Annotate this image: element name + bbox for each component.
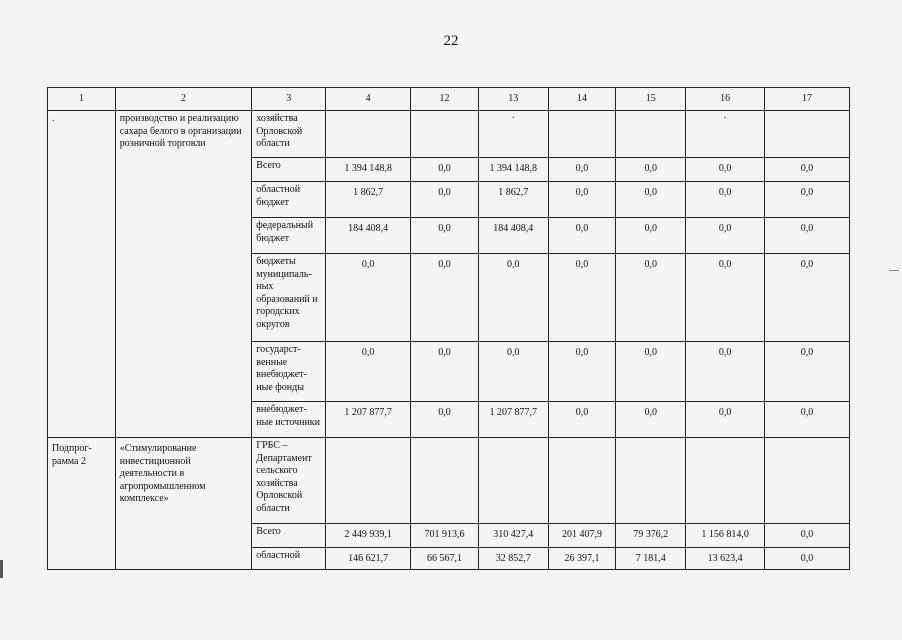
value-cell: 1 207 877,7 bbox=[478, 402, 548, 438]
source-cell: Всего bbox=[252, 158, 326, 182]
value-cell: 0,0 bbox=[548, 182, 616, 218]
source-cell: бюджеты муниципаль-ных образований и городских округов bbox=[252, 254, 326, 342]
value-cell: 66 567,1 bbox=[411, 548, 479, 570]
value-cell: 0,0 bbox=[326, 254, 411, 342]
source-cell: внебюджет-ные источники bbox=[252, 402, 326, 438]
value-cell: 32 852,7 bbox=[478, 548, 548, 570]
value-cell: 0,0 bbox=[411, 254, 479, 342]
value-cell: 1 862,7 bbox=[326, 182, 411, 218]
source-cell: федеральный бюджет bbox=[252, 218, 326, 254]
value-cell bbox=[411, 111, 479, 158]
value-cell: 0,0 bbox=[548, 342, 616, 402]
subprogram-name-cell: «Стимулирование инвестиционной деятельности в агропромышленном комплексе» bbox=[115, 438, 252, 570]
value-cell: 0,0 bbox=[765, 402, 850, 438]
value-cell: 146 621,7 bbox=[326, 548, 411, 570]
value-cell: 0,0 bbox=[326, 342, 411, 402]
table-row bbox=[48, 111, 850, 158]
value-cell: 0,0 bbox=[548, 158, 616, 182]
page-number: 22 bbox=[443, 33, 459, 49]
value-cell bbox=[326, 111, 411, 158]
value-cell: 0,0 bbox=[765, 524, 850, 548]
value-cell: 0,0 bbox=[765, 182, 850, 218]
header-cell: 17 bbox=[765, 88, 850, 111]
value-cell: 13 623,4 bbox=[686, 548, 765, 570]
value-cell: 1 156 814,0 bbox=[686, 524, 765, 548]
header-cell: 13 bbox=[478, 88, 548, 111]
value-cell: 0,0 bbox=[686, 182, 765, 218]
value-cell: 0,0 bbox=[765, 218, 850, 254]
value-cell: 310 427,4 bbox=[478, 524, 548, 548]
value-cell: 2 449 939,1 bbox=[326, 524, 411, 548]
header-cell: 3 bbox=[252, 88, 326, 111]
value-cell: 0,0 bbox=[616, 402, 686, 438]
value-cell: 0,0 bbox=[411, 342, 479, 402]
row-number-cell: . bbox=[48, 111, 116, 438]
value-cell bbox=[548, 111, 616, 158]
value-cell bbox=[326, 438, 411, 524]
source-cell: государст-венные внебюджет-ные фонды bbox=[252, 342, 326, 402]
value-cell: 0,0 bbox=[686, 342, 765, 402]
header-cell: 2 bbox=[115, 88, 252, 111]
value-cell: 0,0 bbox=[411, 218, 479, 254]
value-cell: 1 207 877,7 bbox=[326, 402, 411, 438]
measure-name-cell: производство и реализацию сахара белого в организации розничной торговли bbox=[115, 111, 252, 438]
value-cell: 0,0 bbox=[411, 402, 479, 438]
value-cell: 0,0 bbox=[616, 158, 686, 182]
header-cell: 14 bbox=[548, 88, 616, 111]
value-cell bbox=[616, 438, 686, 524]
value-cell bbox=[616, 111, 686, 158]
value-cell: 0,0 bbox=[616, 342, 686, 402]
header-cell: 1 bbox=[48, 88, 116, 111]
value-cell: 0,0 bbox=[765, 342, 850, 402]
header-cell: 16 bbox=[686, 88, 765, 111]
subprogram-cell: Подпрог-рамма 2 bbox=[48, 438, 116, 570]
value-cell: 0,0 bbox=[616, 182, 686, 218]
budget-table bbox=[47, 87, 850, 570]
value-cell bbox=[686, 438, 765, 524]
value-cell: 0,0 bbox=[686, 254, 765, 342]
value-cell: 0,0 bbox=[686, 158, 765, 182]
source-cell: хозяйства Орловской области bbox=[252, 111, 326, 158]
value-cell: 0,0 bbox=[478, 254, 548, 342]
value-cell: 201 407,9 bbox=[548, 524, 616, 548]
header-cell: 12 bbox=[411, 88, 479, 111]
value-cell: 79 376,2 bbox=[616, 524, 686, 548]
value-cell: 0,0 bbox=[686, 402, 765, 438]
value-cell: 0,0 bbox=[765, 548, 850, 570]
value-cell: 1 862,7 bbox=[478, 182, 548, 218]
value-cell bbox=[548, 438, 616, 524]
value-cell bbox=[478, 438, 548, 524]
value-cell: 1 394 148,8 bbox=[478, 158, 548, 182]
value-cell bbox=[765, 438, 850, 524]
value-cell: 0,0 bbox=[548, 218, 616, 254]
value-cell bbox=[411, 438, 479, 524]
binding-mark bbox=[0, 560, 3, 578]
value-cell: 0,0 bbox=[616, 254, 686, 342]
value-cell: · bbox=[686, 111, 765, 158]
value-cell bbox=[765, 111, 850, 158]
value-cell: 0,0 bbox=[548, 402, 616, 438]
value-cell: 0,0 bbox=[686, 218, 765, 254]
value-cell: 0,0 bbox=[411, 158, 479, 182]
value-cell: 0,0 bbox=[478, 342, 548, 402]
source-cell: областной bbox=[252, 548, 326, 570]
header-cell: 4 bbox=[326, 88, 411, 111]
header-row bbox=[48, 88, 850, 111]
value-cell: 0,0 bbox=[765, 254, 850, 342]
value-cell: 184 408,4 bbox=[326, 218, 411, 254]
source-cell: областной бюджет bbox=[252, 182, 326, 218]
value-cell: 0,0 bbox=[548, 254, 616, 342]
header-cell: 15 bbox=[616, 88, 686, 111]
value-cell: 0,0 bbox=[765, 158, 850, 182]
margin-mark bbox=[889, 270, 899, 271]
value-cell: 7 181,4 bbox=[616, 548, 686, 570]
table-row bbox=[48, 438, 850, 524]
value-cell: 184 408,4 bbox=[478, 218, 548, 254]
source-cell: ГРБС – Департамент сельского хозяйства Орловской области bbox=[252, 438, 326, 524]
value-cell: 0,0 bbox=[411, 182, 479, 218]
value-cell: 701 913,6 bbox=[411, 524, 479, 548]
value-cell: 1 394 148,8 bbox=[326, 158, 411, 182]
value-cell: 0,0 bbox=[616, 218, 686, 254]
source-cell: Всего bbox=[252, 524, 326, 548]
value-cell: 26 397,1 bbox=[548, 548, 616, 570]
value-cell: · bbox=[478, 111, 548, 158]
